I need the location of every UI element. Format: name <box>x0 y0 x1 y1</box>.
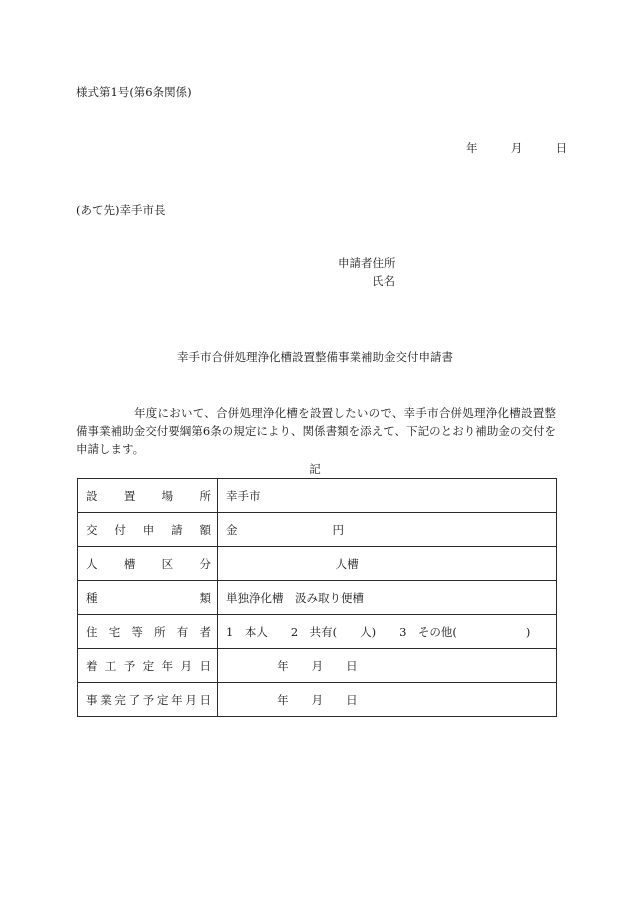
label-char: 人 <box>86 556 98 571</box>
label-char: 日 <box>199 658 211 673</box>
row-label <box>78 479 218 513</box>
label-char: 等 <box>131 624 143 639</box>
label-char: 者 <box>199 624 211 639</box>
date-line <box>466 140 567 156</box>
table-row <box>78 581 557 615</box>
row-label <box>78 683 218 717</box>
detail-table <box>77 478 557 717</box>
row-label-text <box>86 488 211 504</box>
label-char: 類 <box>199 590 211 605</box>
row-label <box>78 649 218 683</box>
row-label-text <box>86 556 211 572</box>
label-char: 請 <box>171 522 183 537</box>
label-char: 宅 <box>108 624 121 639</box>
row-label <box>78 615 218 649</box>
label-char: 工 <box>104 658 117 673</box>
row-value: 幸手市 <box>218 479 557 513</box>
row-label-text <box>86 522 211 538</box>
label-char: 了 <box>128 692 141 707</box>
label-char: 日 <box>199 692 211 707</box>
row-value: 年 月 日 <box>218 683 557 717</box>
label-char: 分 <box>199 556 211 571</box>
row-label-text <box>86 624 211 640</box>
label-char: 場 <box>161 488 174 503</box>
table-row <box>78 479 557 513</box>
label-char: 所 <box>199 488 211 503</box>
label-char: 区 <box>161 556 174 571</box>
row-label-text <box>86 692 211 708</box>
label-char: 住 <box>86 624 98 639</box>
row-label <box>78 513 218 547</box>
row-label-text <box>86 590 211 606</box>
label-char: 年 <box>171 692 183 707</box>
label-char: 年 <box>161 658 174 673</box>
label-char: 置 <box>123 488 136 503</box>
body-text: 年度において、合併処理浄化槽を設置したいので、幸手市合併処理浄化槽設置整備事業補助金交付要綱第6条の規定により、関係書類を添えて、下記のとおり補助金の交付を申請します。 <box>76 406 556 456</box>
applicant-name-label: 氏名 <box>372 274 395 288</box>
addressee: (あて先)幸手市長 <box>76 203 166 217</box>
label-char: 事 <box>86 692 98 707</box>
label-char: 月 <box>180 658 193 673</box>
label-char: 完 <box>114 692 126 707</box>
table-row <box>78 513 557 547</box>
label-char: 月 <box>185 692 197 707</box>
label-char: 付 <box>114 522 126 537</box>
label-char: 槽 <box>123 556 136 571</box>
row-value: 単独浄化槽 汲み取り便槽 <box>218 581 557 615</box>
row-value: 1 本人 2 共有( 人) 3 その他( ) <box>218 615 557 649</box>
date-month: 月 <box>510 141 523 155</box>
row-value: 人槽 <box>218 547 557 581</box>
label-char: 定 <box>142 658 155 673</box>
row-value: 年 月 日 <box>218 649 557 683</box>
label-char: 所 <box>154 624 166 639</box>
label-char: 額 <box>199 522 211 537</box>
form-number: 様式第1号(第6条関係) <box>76 85 192 99</box>
label-char: 予 <box>142 692 155 707</box>
table-row <box>78 683 557 717</box>
document-title: 幸手市合併処理浄化槽設置整備事業補助金交付申請書 <box>177 350 453 364</box>
applicant-address-label: 申請者住所 <box>338 256 396 270</box>
table-row <box>78 649 557 683</box>
label-char: 予 <box>123 658 136 673</box>
table-row <box>78 547 557 581</box>
row-value: 金 円 <box>218 513 557 547</box>
row-label <box>78 547 218 581</box>
label-char: 有 <box>176 624 189 639</box>
label-char: 種 <box>86 590 98 605</box>
label-char: 交 <box>86 522 98 537</box>
label-char: 申 <box>142 522 155 537</box>
date-day: 日 <box>555 141 568 155</box>
label-char: 業 <box>100 692 112 707</box>
row-label-text <box>86 658 211 674</box>
table-row <box>78 615 557 649</box>
date-year: 年 <box>466 141 478 155</box>
label-char: 着 <box>86 658 98 673</box>
label-char: 定 <box>156 692 169 707</box>
row-label <box>78 581 218 615</box>
ki-heading: 記 <box>309 462 321 476</box>
label-char: 設 <box>86 488 98 503</box>
